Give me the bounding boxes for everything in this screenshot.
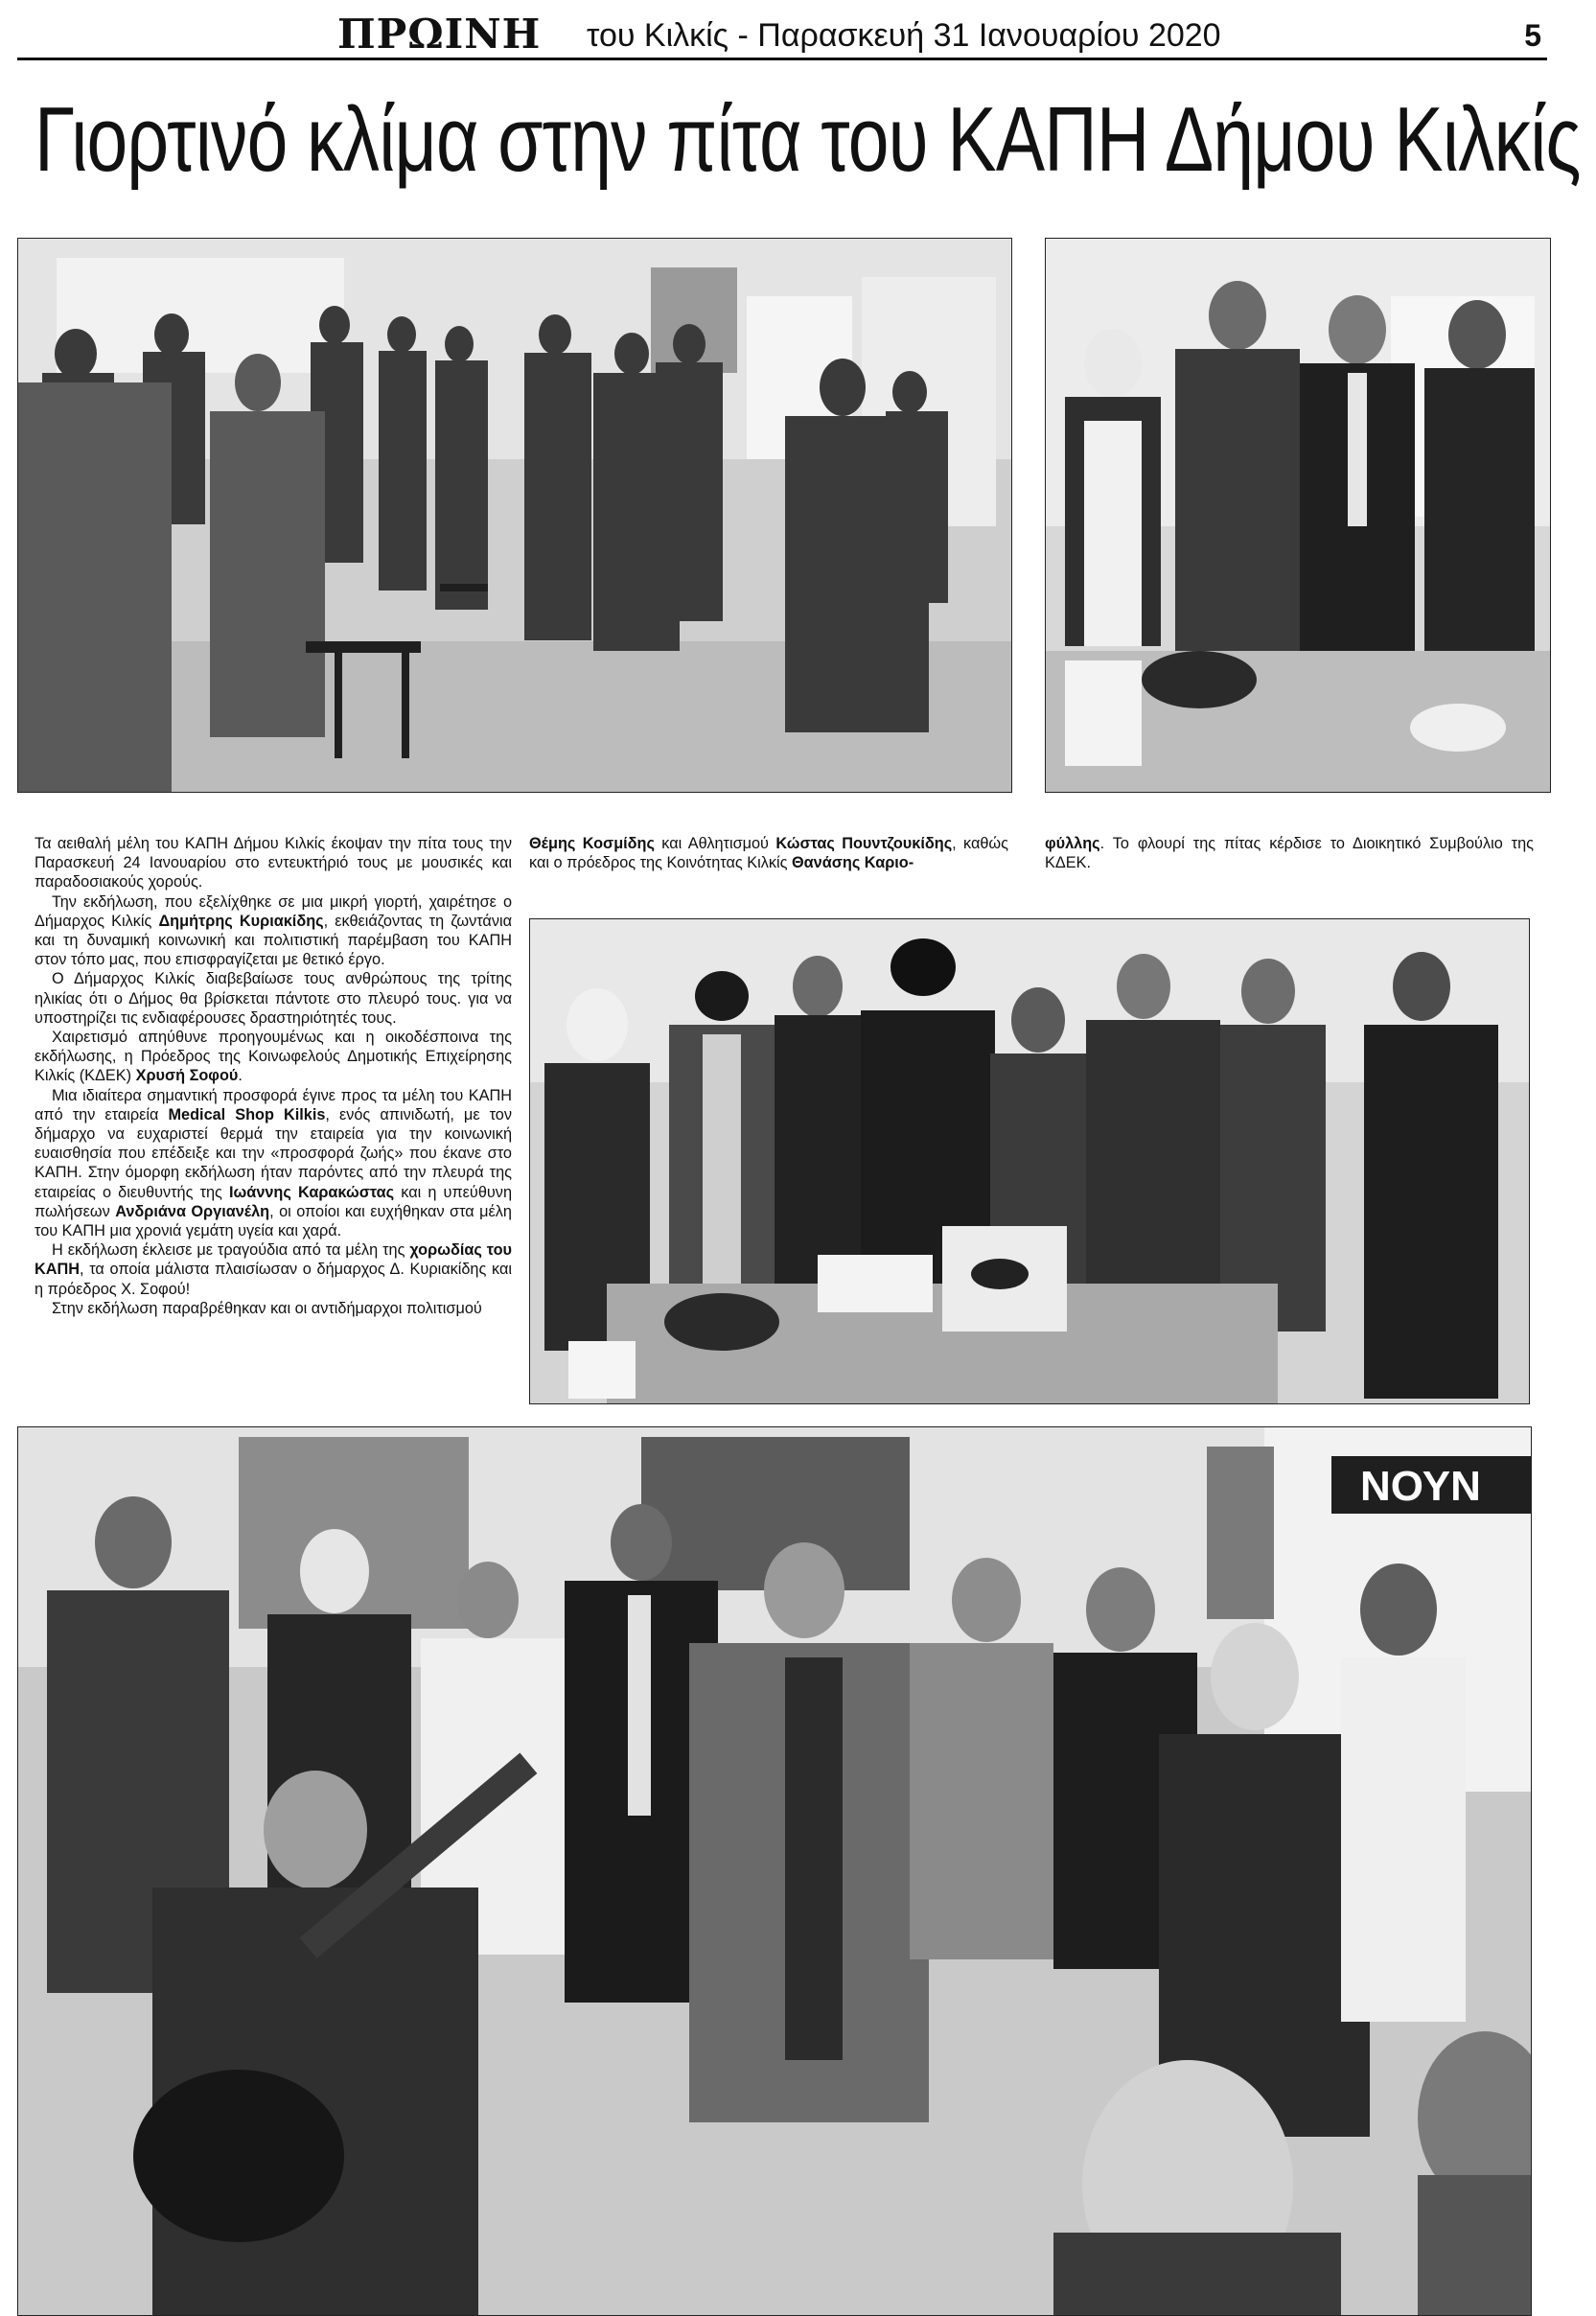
issue-line: του Κιλκίς - Παρασκευή 31 Ιανουαρίου 2020 [587,17,1221,54]
page-header [17,12,1547,60]
page-number: 5 [1524,18,1541,53]
article-column-1 [35,834,512,1318]
paragraph-continued-2: Θέμης Κοσμίδης και Αθλητισμού Κώστας Πουντζουκίδης, καθώς και ο πρόεδρος της Κοινότητας Κιλκίς Θανάσης Καριο- [529,835,1008,872]
paragraph-4: Χαιρετισμό απηύθυνε προηγουμένως και η οικοδέσποινα της εκδήλωσης, η Πρόεδρος της Κοινωφελούς Δημοτικής Επιχείρησης Κιλκίς (ΚΔΕΚ) Χρυσή Σοφού. [35,1029,512,1085]
paragraph-1: Τα αειθαλή μέλη του ΚΑΠΗ Δήμου Κιλκίς έκοψαν την πίτα τους την Παρασκευή 24 Ιανουαρίου στο εντευκτήριό τους με μουσικές και παραδοσιακούς χορούς. [35,835,512,892]
paragraph-continued-3: φύλλης. Το φλουρί της πίτας κέρδισε το Διοικητικό Συμβούλιο της ΚΔΕΚ. [1045,835,1534,872]
photo-choir-singing-image [18,1427,1531,2315]
article-column-3 [1045,834,1534,872]
paragraph-3: Ο Δήμαρχος Κιλκίς διαβεβαίωσε τους ανθρώπους της τρίτης ηλικίας ότι ο Δήμος θα βρίσκεται πάντοτε στο πλευρό τους. για να υποστηρίζει τις ενδιαφέρουσες δραστηριότητές τους. [35,970,512,1027]
photo-blessing-ceremony-image [530,919,1529,1403]
photo-choir-singing [17,1426,1532,2316]
shop-sign-text: ΝΟΥΝ [1360,1463,1481,1510]
article-column-2 [529,834,1008,872]
photo-crowd-hall-image [18,239,1011,792]
article-headline: Γιορτινό κλίμα στην πίτα του ΚΑΠΗ Δήμου Κιλκίς [35,88,1581,191]
photo-crowd-hall [17,238,1012,793]
photo-officials-group-image [1046,239,1550,792]
photo-blessing-ceremony [529,918,1530,1404]
paragraph-6: Η εκδήλωση έκλεισε με τραγούδια από τα μέλη της χορωδίας του ΚΑΠΗ, τα οποία μάλιστα πλαισίωσαν ο δήμαρχος Δ. Κυριακίδης και η πρόεδρος Χ. Σοφού! [35,1241,512,1298]
masthead: ΠΡΩΙΝΗ [337,11,542,58]
paragraph-7: Στην εκδήλωση παραβρέθηκαν και οι αντιδήμαρχοι πολιτισμού [52,1299,482,1317]
paragraph-5: Μια ιδιαίτερα σημαντική προσφορά έγινε προς τα μέλη του ΚΑΠΗ από την εταιρεία Medical Shop Kilkis, ενός απινιδωτή, με τον δήμαρχο να ευχαριστεί θερμά την εταιρεία για την κοινωνική ευαισθησία που επέδειξε και την «προσφορά ζωής» που έκανε στο ΚΑΠΗ. Στην όμορφη εκδήλωση ήταν παρόντες από την πλευρά της εταιρείας ο διευθυντής της Ιωάννης Καρακώστας και η υπεύθυνη πωλήσεων Ανδριάνα Οργιανέλη, οι οποίοι και ευχήθηκαν στα μέλη του ΚΑΠΗ μια χρονιά γεμάτη υγεία και χαρά. [35,1086,513,1240]
paragraph-2: Την εκδήλωση, που εξελίχθηκε σε μια μικρή γιορτή, χαιρέτησε ο Δήμαρχος Κιλκίς Δημήτρης Κυριακίδης, εκθειάζοντας τη ζωντάνια και τη δυναμική κοινωνική και πολιτιστική παρέμβαση του ΚΑΠΗ στον τόπο μας, που επισφραγίζεται με θετικό έργο. [35,892,513,969]
photo-officials-group [1045,238,1551,793]
